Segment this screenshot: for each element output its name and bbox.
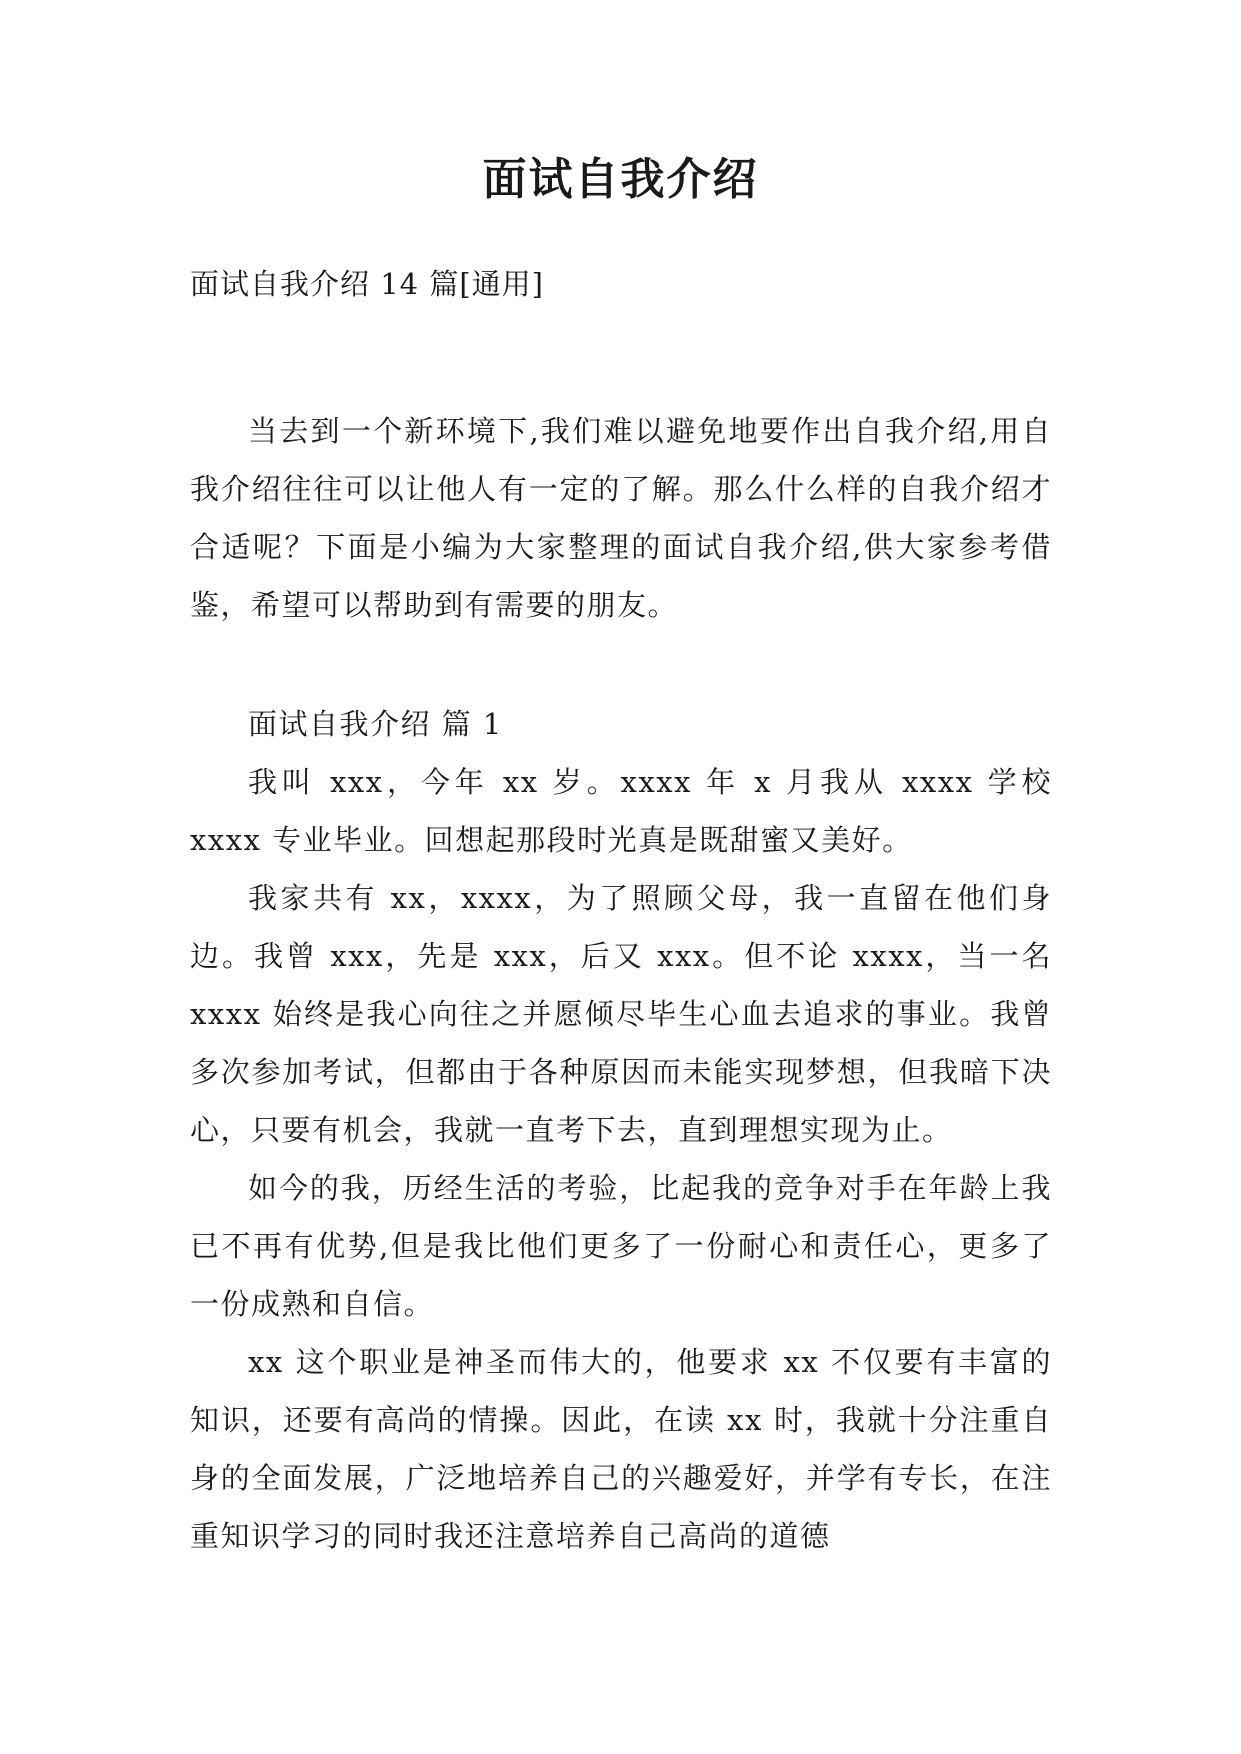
- body-paragraph-3: 如今的我，历经生活的考验，比起我的竞争对手在年龄上我已不再有优势,但是我比他们更多了一份耐心和责任心，更多了一份成熟和自信。: [190, 1171, 1052, 1321]
- body-paragraph-1: 我叫 xxx，今年 xx 岁。xxxx 年 x 月我从 xxxx 学校 xxxx 专业毕业。回想起那段时光真是既甜蜜又美好。: [190, 765, 1052, 857]
- body-paragraph-4: xx 这个职业是神圣而伟大的，他要求 xx 不仅要有丰富的知识，还要有高尚的情操。因此，在读 xx 时，我就十分注重自身的全面发展，广泛地培养自己的兴趣爱好，并学有专长，在注重知识学习的同时我还注意培养自己高尚的道德: [190, 1345, 1052, 1553]
- section-heading: 面试自我介绍 篇 1: [248, 707, 503, 741]
- intro-block: [190, 402, 1052, 634]
- document-subtitle: 面试自我介绍 14 篇[通用]: [190, 267, 544, 301]
- intro-paragraph: 当去到一个新环境下,我们难以避免地要作出自我介绍,用自我介绍往往可以让他人有一定的了解。那么什么样的自我介绍才合适呢？下面是小编为大家整理的面试自我介绍,供大家参考借鉴，希望可以帮助到有需要的朋友。: [190, 414, 1052, 622]
- section-block: [190, 695, 1052, 1565]
- body-paragraph-2: 我家共有 xx，xxxx，为了照顾父母，我一直留在他们身边。我曾 xxx，先是 xxx，后又 xxx。但不论 xxxx，当一名 xxxx 始终是我心向往之并愿倾尽毕生心血去追求的事业。我曾多次参加考试，但都由于各种原因而未能实现梦想，但我暗下决心，只要有机会，我就一直考下去，直到理想实现为止。: [190, 881, 1052, 1147]
- document-title: 面试自我介绍: [482, 154, 759, 205]
